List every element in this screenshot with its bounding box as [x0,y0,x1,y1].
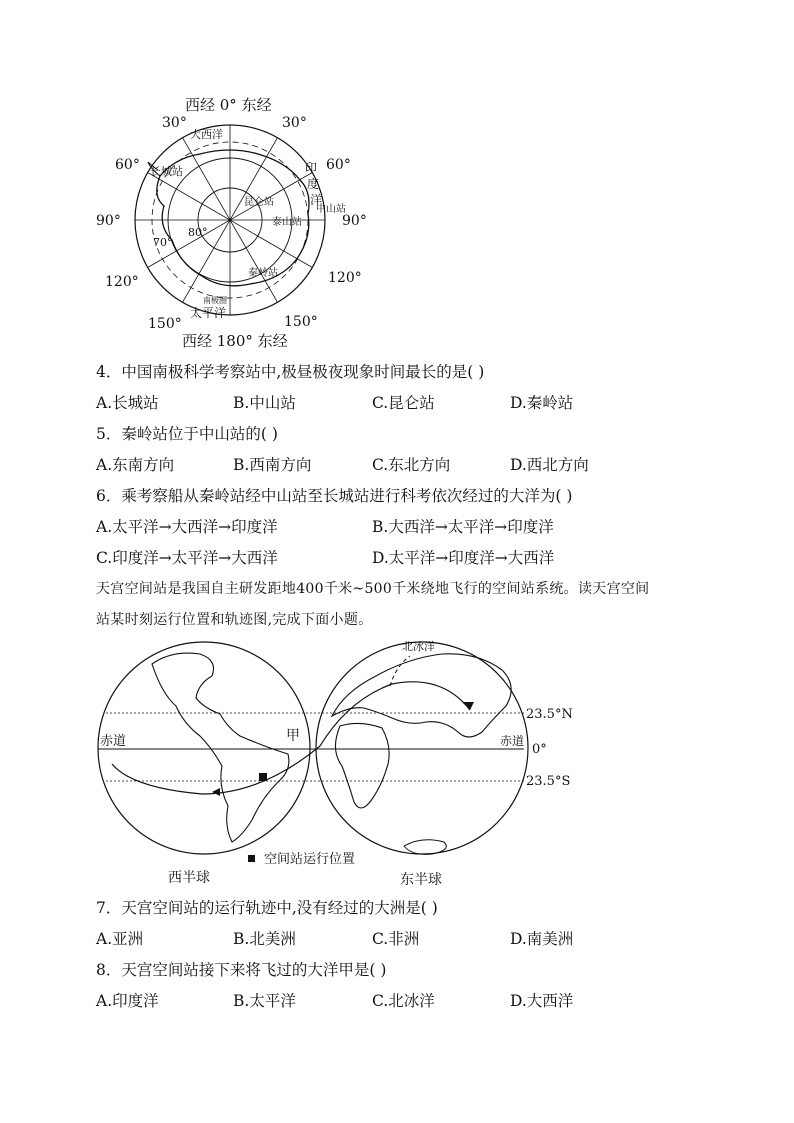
top-meridian-label: 西经 0° 东经 [185,96,272,114]
lat-0-label: 0° [532,742,547,757]
ocean-jia-label: 甲 [286,728,300,744]
deg-w90: 90° [96,213,121,229]
station-qinling: 秦岭站 [248,268,278,279]
question-7-option-a[interactable]: A.亚洲 [96,930,144,948]
indian-label-3: 洋 [310,193,323,207]
lat-70-label: 70° [153,236,173,249]
lat-23n-label: 23.5°N [526,707,573,722]
question-6-option-d[interactable]: D.太平洋→印度洋→大西洋 [372,549,555,567]
lat-80-label: 80° [188,226,208,239]
polar-circle-label: 南极圈 [203,296,227,305]
question-7-option-b[interactable]: B.北美洲 [233,930,296,948]
station-marker [259,773,267,781]
question-4-option-d[interactable]: D.秦岭站 [510,394,574,412]
question-8-option-b[interactable]: B.太平洋 [233,992,296,1010]
question-5-option-b[interactable]: B.西南方向 [233,456,312,474]
question-8-stem: 8．天宫空间站接下来将飞过的大洋甲是( ) [96,961,387,979]
question-8-option-d[interactable]: D.大西洋 [510,992,574,1010]
question-5-stem: 5．秦岭站位于中山站的( ) [96,425,278,443]
question-7-option-c[interactable]: C.非洲 [372,930,420,948]
legend-square-icon [248,855,255,862]
equator-label-right: 赤道 [500,734,525,748]
bottom-meridian-label: 西经 180° 东经 [182,332,288,350]
equator-label-left: 赤道 [100,734,127,749]
question-6-option-b[interactable]: B.大西洋→太平洋→印度洋 [372,518,554,536]
question-7-option-d[interactable]: D.南美洲 [510,930,574,948]
question-4-stem: 4．中国南极科学考察站中,极昼极夜现象时间最长的是( ) [96,363,485,381]
lat-23s-label: 23.5°S [526,774,571,789]
station-taishan: 泰山站 [272,217,302,228]
deg-e90: 90° [342,213,367,229]
antarctic-map [90,88,380,353]
question-6-option-c[interactable]: C.印度洋→太平洋→大西洋 [96,549,278,567]
deg-e120: 120° [328,270,362,286]
deg-e30: 30° [282,115,307,131]
hemisphere-map [92,636,582,892]
legend-label: 空间站运行位置 [264,852,356,867]
indian-label-2: 度 [307,177,320,191]
question-5-option-c[interactable]: C.东北方向 [372,456,451,474]
passage-line-2: 站某时刻运行位置和轨迹图,完成下面小题。 [96,612,373,628]
question-4-option-a[interactable]: A.长城站 [96,394,159,412]
indian-label-1: 印 [305,161,318,175]
question-6-option-a[interactable]: A.太平洋→大西洋→印度洋 [96,518,278,536]
question-8-option-a[interactable]: A.印度洋 [96,992,159,1010]
question-6-stem: 6．乘考察船从秦岭站经中山站至长城站进行科考依次经过的大洋为( ) [96,487,573,505]
question-4-option-c[interactable]: C.昆仑站 [372,394,435,412]
deg-e60: 60° [326,157,351,173]
question-4-option-b[interactable]: B.中山站 [233,394,296,412]
question-7-stem: 7．天宫空间站的运行轨迹中,没有经过的大洲是( ) [96,899,438,917]
deg-w60: 60° [115,157,140,173]
pacific-label: 太平洋 [190,306,227,320]
question-8-option-c[interactable]: C.北冰洋 [372,992,435,1010]
deg-w150: 150° [148,316,182,332]
station-kunlun: 昆仑站 [244,197,274,208]
west-hemisphere-label: 西半球 [168,870,210,886]
atlantic-label: 大西洋 [190,128,223,141]
passage-line-1: 天宫空间站是我国自主研发距地400千米~500千米绕地飞行的空间站系统。读天宫空间 [96,581,650,597]
station-changcheng: 长城站 [150,165,183,178]
station-zhongshan: 中山站 [316,204,346,215]
arctic-ocean-label: 北冰洋 [402,640,435,653]
question-5-option-a[interactable]: A.东南方向 [96,456,175,474]
deg-w30: 30° [162,115,187,131]
question-5-option-d[interactable]: D.西北方向 [510,456,589,474]
deg-w120: 120° [105,274,139,290]
east-hemisphere-label: 东半球 [400,872,442,888]
deg-e150: 150° [284,314,318,330]
